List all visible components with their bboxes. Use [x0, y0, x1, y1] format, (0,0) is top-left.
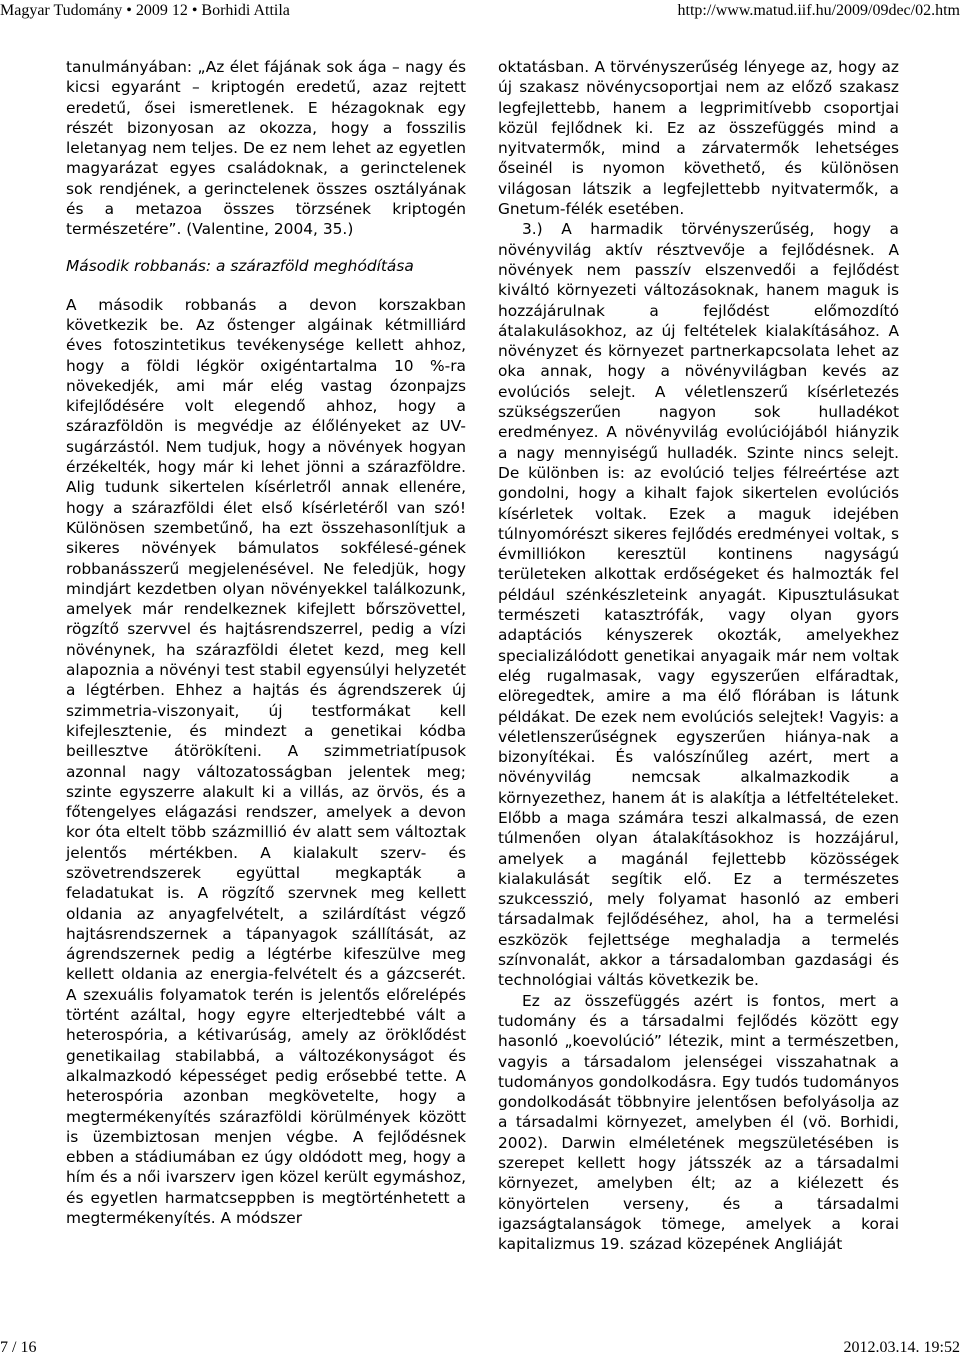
left-column — [66, 57, 466, 1228]
paragraph-devon: A második robbanás a devon korszakban következik be. Az őstenger algáinak kétmilliárd éves fotoszintetikus tevékenysége kellett ahhoz, hogy a földi légkör oxigéntartalma 10 %-ra növekedjék, ami már elég vastag ózonpajzs kifejlődésére volt elegendő ahhoz, hogy a szárazföldön is megvédje az élőlényeket az UV-sugárzástól. Nem tudjuk, hogy a növények hogyan érzékelték, hogy már ki lehet jönni a szárazföldre. Alig tudunk sikertelen kísérletről annak ellenére, hogy a szárazföldi élet első kísérletéről van szó! Különösen szembetűnő, ha ezt összehasonlítjuk a sikeres növények bámulatos sokfélesé-gének robbanásszerű megjelenésével. Ne feledjük, hogy mindjárt kezdetben olyan növényekkel találkozunk, amelyek már rendelkeznek kifejlett bőrszövettel, rögzítő szervvel és hajtásrendszerrel, pedig a vízi növénynek, ha szárazföldi életet kezd, meg kell alapoznia a növényi test stabil egyensúlyi helyzetét a légtérben. Ehhez a hajtás és ágrendszerek új szimmetria-viszonyait, új testformákat kell kifejlesztenie, és mindezt a genetikai kódba beillesztve átörökíteni. A szimmetriatípusok azonnal nagy változatosságban jelentek meg; szinte egyszerre alakult ki a villás, az örvös, és a főtengelyes elágazási rendszer, amelyek a devon kor óta eltelt több százmillió év alatt sem változtak jelentős mértékben. A kialakult szerv- és szövetrendszerek együttal megkapták a feladatukat is. A rögzítő szervnek meg kellett oldania az anyagfelvételt, a szilárdítást végző hajtásrendszernek a tápanyagok szállítását, az ágrendszernek pedig a légtérbe kifeszülve meg kellett oldania az energia-felvételt és a gázcserét. A szexuális folyamatok terén is jelentős előrelépés történt azáltal, hogy egyre elterjedtebbé vált a heterospória, a kétivarúság, amely az öröklődést genetikailag stabilabbá, a változékonyságot és alkalmazkodó képességet pedig erősebbé tette. A heterospória azonban megkövetelte, hogy a megtermékenyítés szárazföldi körülmények között is üzembiztosan menjen végbe. A fejlődésnek ebben a stádiumában ez úgy oldódott meg, hogy a hím és a női ivarszerv igen közel került egymáshoz, és egyetlen harmatcseppben is megtörténhetett a megtermékenyítés. A módszer — [66, 295, 466, 1228]
footer-timestamp: 2012.03.14. 19:52 — [843, 1339, 960, 1356]
browser-print-header — [0, 0, 960, 22]
section-heading: Második robbanás: a szárazföld meghódítása — [66, 256, 414, 275]
footer-page-number: 7 / 16 — [0, 1339, 37, 1356]
header-source-title: Magyar Tudomány • 2009 12 • Borhidi Attila — [0, 2, 290, 19]
header-url[interactable]: http://www.matud.iif.hu/2009/09dec/02.htm — [677, 2, 960, 19]
paragraph-quote: tanulmányában: „Az élet fájának sok ága – nagy és kicsi egyaránt – kriptogén eredetű, azaz rejtett eredetű, ősei ismeretlenek. E hézagoknak egy részét bizonyosan az okozza, hogy a fosszilis leletanyag nem teljes. De ez nem lehet az egyetlen magyarázat egyes családoknak, a gerinctelenek sok rendjének, a gerinctelenek összes osztályának és a metazoa összes törzsének kriptogén természetére”. (Valentine, 2004, 35.) — [66, 58, 466, 239]
paragraph-oktatasban: oktatásban. A törvényszerűség lényege az, hogy az új szakasz növénycsoportjai nem az előző szakasz legfejlettebb, hanem a legprimitívebb csoportjai közül fejlődnek ki. Ez az összefüggés mind a nyitvatermők, mind a zárvatermők lehetséges őseinél is nyomon követhető, és különösen világosan látszik a legfejlettebb nyitvatermők, a Gnetum-félék esetében. — [498, 58, 899, 219]
right-column — [498, 57, 899, 1255]
paragraph-third-law: 3.) A harmadik törvényszerűség, hogy a növényvilág aktív résztvevője a fejlődésnek. A növények nem passzív elszenvedői a fejlődést kiváltó környezeti változásoknak, hanem maguk is hozzájárulnak a fejlődést előmozdító átalakulásokhoz, az új feltételek kialakításához. A növényzet és környezet partnerkapcsolata lehet az oka annak, hogy a növényvilágban kevés az evolúciós selejt. A véletlenszerű kísérletezés szükségszerűen nagyon sok hulladékot eredményez. A növényvilág evolúciójából hiányzik a nagy mennyiségű hulladék. Szinte nincs selejt. De különben is: az evolúció teljes félreértése azt gondolni, hogy a kihalt fajok sikertelen evolúciós kísérletek voltak. Ezek a maguk idejében túlnyomórészt sikeres fejlődés eredményei voltak, s évmilliókon keresztül kontinens nagyságú területeken alkottak erdőségeket és halmozták fel például szénkészleteink anyagát. Kipusztulásukat természeti katasztrófák, vagy olyan gyors adaptációs kényszerek okozták, amelyekhez specializálódott genetikai anyagaik már nem voltak elég rugalmasak, vagy egyszerűen elfáradtak, elöregedtek, amire a ma élő flórában is látunk példákat. De ezek nem evolúciós selejtek! Vagyis: a véletlenszerűségnek egyszerűen hiánya-nak a bizonyítékai. És valószínűleg azért, mert a növényvilág nemcsak alkalmazkodik a környezethez, hanem át is alakítja a létfeltételeket. Előbb a maga számára teszi alkalmassá, de ezen túlmenően olyan átalakításokhoz is hozzájárul, amelyek a magánál fejlettebb közösségek kialakulását segítik elő. Ez a természetes szukcesszió, mely folyamat hasonló az emberi társadalmak fejlődéséhez, ahol, ha a termelési eszközök fejlettsége meghaladja a termelés színvonalát, akkor a társadalomban gazdasági és technológiai váltás következik be. — [498, 220, 899, 990]
paragraph-coevolution: Ez az összefüggés azért is fontos, mert a tudomány és a társadalmi fejlődés között egy hasonló „koevolúció” létezik, mint a természetben, vagyis a társadalom jelenségei visszahatnak a tudományos gondolkodásra. Egy tudós tudományos gondolkodását többnyire jelentősen befolyásolja az a társadalmi környezet, amelyben él (vö. Borhidi, 2002). Darwin elméletének megszületésében is szerepet kellett hogy játsszék az a társadalmi környezet, amelyben élt; az a kiélezett és könyörtelen verseny, és a társadalmi igazságtalanságok tömege, amelyek a korai kapitalizmus 19. század közepének Angliáját — [498, 991, 899, 1254]
browser-print-footer — [0, 1338, 960, 1357]
